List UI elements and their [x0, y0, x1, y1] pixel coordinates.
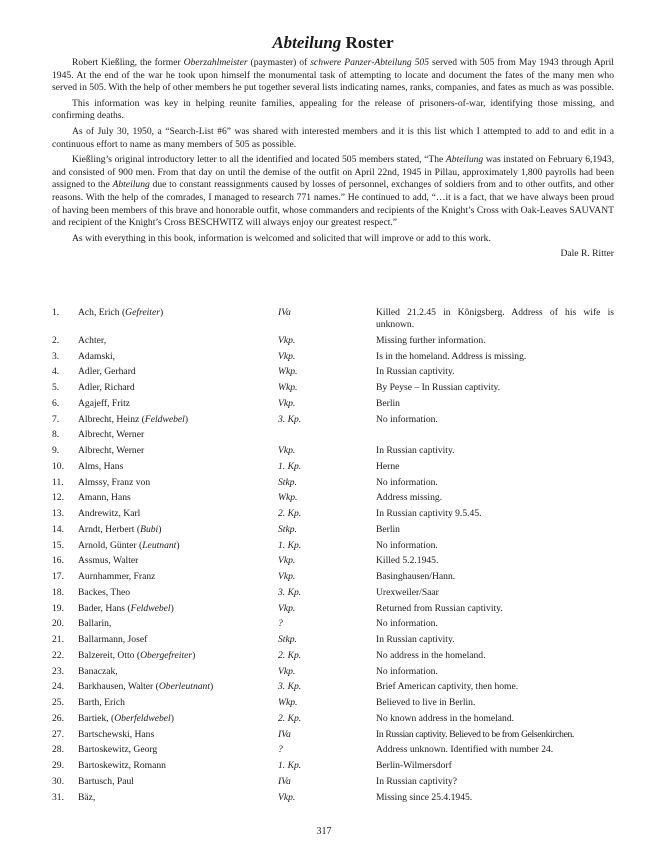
roster-row: [52, 508, 614, 520]
roster-row: [52, 307, 614, 331]
name-run: Feldwebel: [130, 602, 171, 614]
roster-fate: Killed 21.2.45 in Kônigsberg. Address of his wife is unknown.: [376, 307, 614, 331]
text-run: (paymaster) of: [247, 57, 311, 68]
name-run: Oberfeldwebel: [114, 712, 171, 724]
roster-row: [52, 792, 614, 804]
name-run: Gefreiter: [125, 307, 160, 318]
roster-number: 5.: [52, 382, 60, 394]
roster-unit: 3. Kp.: [278, 413, 302, 425]
roster-unit: Stkp.: [278, 523, 297, 535]
roster-name: [78, 681, 273, 693]
name-run: Barkhausen, Walter (: [78, 681, 159, 693]
roster-row: [52, 382, 614, 394]
page-number: 317: [316, 826, 332, 837]
intro-paragraph-1: [52, 57, 614, 95]
name-run: Bäz,: [78, 791, 96, 803]
roster-unit: IVa: [278, 728, 291, 740]
name-run: Arndt, Herbert (: [78, 523, 141, 535]
roster-unit: 2. Kp.: [278, 508, 302, 520]
name-run: Oberleutnant: [158, 681, 211, 693]
roster-row: [52, 366, 614, 378]
roster-unit: Stkp.: [278, 634, 297, 646]
roster-row: [52, 540, 614, 552]
roster-fate: In Russian captivity.: [376, 445, 455, 457]
roster-fate: In Russian captivity?: [376, 775, 457, 787]
roster-name: [78, 760, 273, 772]
roster-row: [52, 477, 614, 489]
text-run: Robert Kießling, the former: [72, 57, 184, 68]
roster-row: [52, 760, 614, 772]
name-run: Bartschewski, Hans: [78, 728, 155, 740]
name-run: Leutnant: [142, 539, 177, 551]
roster-number: 29.: [52, 760, 64, 772]
roster-row: [52, 776, 614, 788]
roster-number: 23.: [52, 665, 64, 677]
roster-fate: No information.: [376, 665, 438, 677]
text-run: As of July 30, 1950, a “Search-List #6” was shared with interested members and it is this list which I attempted to add to and edit in a continuous effort to name as many members of 505 as possible.: [52, 125, 614, 150]
name-run: ): [158, 523, 162, 535]
roster-row: [52, 603, 614, 615]
roster-fate: Basinghausen/Hann.: [376, 571, 456, 583]
name-run: Arnold, Günter (: [78, 539, 143, 551]
roster-unit: IVa: [278, 775, 291, 787]
text-run: Oberzahlmeister: [183, 57, 248, 68]
roster-fate: No information.: [376, 618, 438, 630]
roster-unit: Stkp.: [278, 476, 297, 488]
roster-name: [78, 571, 273, 583]
roster-unit: 3. Kp.: [278, 586, 302, 598]
roster-row: [52, 681, 614, 693]
roster-number: 15.: [52, 539, 64, 551]
roster-row: [52, 461, 614, 473]
name-run: Albrecht, Werner: [78, 429, 145, 441]
name-run: ): [210, 681, 214, 693]
roster-unit: 1. Kp.: [278, 760, 302, 772]
roster-name: [78, 461, 273, 473]
roster-unit: 2. Kp.: [278, 649, 302, 661]
roster-fate: Missing since 25.4.1945.: [376, 791, 473, 803]
roster-number: 12.: [52, 492, 64, 504]
name-run: Feldwebel: [144, 413, 185, 425]
roster-fate: Missing further information.: [376, 334, 486, 346]
roster-name: [78, 587, 273, 599]
roster-row: [52, 492, 614, 504]
roster-unit: Vkp.: [278, 571, 296, 583]
roster-number: 22.: [52, 649, 64, 661]
name-run: ): [170, 602, 174, 614]
roster-name: [78, 603, 273, 615]
roster-fate: No known address in the homeland.: [376, 712, 515, 724]
roster-name: [78, 650, 273, 662]
name-run: Adamski,: [78, 350, 116, 362]
name-run: Aurnhammer, Franz: [78, 571, 156, 583]
roster-row: [52, 634, 614, 646]
name-run: Bartiek, (: [78, 712, 115, 724]
roster-number: 21.: [52, 634, 64, 646]
roster-unit: Vkp.: [278, 791, 296, 803]
text-run: Abteilung: [445, 154, 484, 166]
roster-fate: Brief American captivity, then home.: [376, 681, 519, 693]
roster-fate: Address missing.: [376, 492, 443, 504]
roster-row: [52, 729, 614, 741]
name-run: Almssy, Franz von: [78, 476, 151, 488]
roster-number: 28.: [52, 744, 64, 756]
name-run: Ballarin,: [78, 618, 112, 630]
name-run: Backes, Theo: [78, 586, 131, 598]
roster-name: [78, 335, 273, 347]
roster-number: 30.: [52, 775, 64, 787]
intro-paragraph-3: [52, 126, 614, 151]
roster-unit: Wkp.: [278, 492, 298, 504]
roster-number: 17.: [52, 571, 64, 583]
roster-unit: Vkp.: [278, 350, 296, 362]
roster-number: 26.: [52, 712, 64, 724]
roster-fate: [376, 429, 614, 441]
roster-row: [52, 445, 614, 457]
roster-row: [52, 555, 614, 567]
roster-unit: Vkp.: [278, 445, 296, 457]
roster-number: 13.: [52, 508, 64, 520]
roster-unit: Wkp.: [278, 366, 298, 378]
roster-row: [52, 398, 614, 410]
roster-number: 3.: [52, 350, 60, 362]
roster-row: [52, 351, 614, 363]
roster-fate: Is in the homeland. Address is missing.: [376, 350, 527, 362]
roster-name: [78, 713, 273, 725]
roster-name: [78, 508, 273, 520]
name-run: Agajeff, Fritz: [78, 397, 131, 409]
roster-fate: Berlin: [376, 523, 400, 535]
roster-name: [78, 429, 273, 441]
roster-number: 25.: [52, 697, 64, 709]
roster-number: 20.: [52, 618, 64, 630]
name-run: Assmus, Walter: [78, 555, 139, 567]
roster-row: [52, 697, 614, 709]
roster-row: [52, 571, 614, 583]
text-run: due to constant reassignments caused by losses of personnel, exchanges of soldiers from and to other outfits, and other reasons. With the help of the comrades, I managed to research 771 names.” He continued to add, “…it is a fact, that we have always been proud of having been members of this brave and honorable outfit, whose commanders and recipients of the Knight’s Cross with Oak-Leaves SAUVANT and recipient of the Knight’s Cross BESCHWITZ will always enjoy our greatest respect.”: [52, 179, 614, 229]
roster-name: [78, 744, 273, 756]
introduction: [52, 57, 614, 261]
roster-unit: ?: [278, 618, 283, 630]
roster-unit: Vkp.: [278, 397, 296, 409]
roster-number: 31.: [52, 791, 64, 803]
roster-name: [78, 492, 273, 504]
roster-number: 18.: [52, 586, 64, 598]
roster-unit: Vkp.: [278, 602, 296, 614]
roster-row: [52, 713, 614, 725]
roster-number: 6.: [52, 397, 60, 409]
name-run: Alms, Hans: [78, 460, 124, 472]
roster-row: [52, 666, 614, 678]
name-run: Bartusch, Paul: [78, 775, 134, 787]
roster-fate: Returned from Russian captivity.: [376, 602, 503, 614]
roster-fate: In Russian captivity. Believed to be from Gelsenkirchen.: [376, 728, 574, 740]
name-run: Adler, Richard: [78, 382, 135, 394]
name-run: Adler, Gerhard: [78, 366, 136, 378]
roster-number: 14.: [52, 523, 64, 535]
name-run: ): [159, 307, 164, 318]
name-run: Ballarmann, Josef: [78, 634, 148, 646]
roster-row: [52, 429, 614, 441]
roster-unit: 3. Kp.: [278, 681, 302, 693]
roster-fate: Address unknown. Identified with number 24.: [376, 744, 554, 756]
text-run: served with 505 from May 1943 through April 1945. At the end of the war he took upon himself the monumental task of attempting to locate and document the fates of the many men who served in 505. With the help of other members he put together several lists indicating names, ranks, companies, and fates as much as was possible.: [52, 57, 614, 94]
roster-unit: 1. Kp.: [278, 460, 302, 472]
name-run: Albrecht, Heinz (: [78, 413, 145, 425]
roster-fate: No information.: [376, 476, 438, 488]
roster-name: [78, 414, 273, 426]
intro-paragraph-5: [52, 233, 614, 246]
text-run: Abteilung: [112, 179, 150, 191]
roster-unit: 1. Kp.: [278, 539, 302, 551]
roster-name: [78, 634, 273, 646]
roster-name: [78, 366, 273, 378]
roster-fate: By Peyse – In Russian captivity.: [376, 382, 501, 394]
roster-fate: Herne: [376, 460, 400, 472]
roster-row: [52, 414, 614, 426]
roster-fate: In Russian captivity 9.5.45.: [376, 508, 482, 520]
roster-number: 1.: [52, 307, 60, 318]
roster-name: [78, 524, 273, 536]
roster-unit: IVa: [278, 307, 291, 318]
roster-row: [52, 587, 614, 599]
roster-name: [78, 697, 273, 709]
roster-number: 16.: [52, 555, 64, 567]
roster-fate: In Russian captivity.: [376, 634, 455, 646]
roster-fate: No information.: [376, 413, 438, 425]
name-run: Ach, Erich (: [78, 307, 126, 318]
page-title-italic: Abteilung: [272, 33, 342, 52]
roster-row: [52, 524, 614, 536]
name-run: Obergefreiter: [140, 649, 193, 661]
name-run: ): [176, 539, 180, 551]
roster-name: [78, 540, 273, 552]
intro-paragraph-2: [52, 98, 614, 123]
roster-row: [52, 335, 614, 347]
text-run: schwere Panzer-Abteilung 505: [310, 57, 430, 68]
roster-name: [78, 382, 273, 394]
roster-number: 4.: [52, 366, 60, 378]
roster-name: [78, 666, 273, 678]
roster-name: [78, 776, 273, 788]
name-run: ): [170, 712, 174, 724]
roster-fate: Berlin: [376, 397, 400, 409]
name-run: Albrecht, Werner: [78, 445, 145, 457]
roster-number: 8.: [52, 429, 60, 441]
name-run: Amann, Hans: [78, 492, 131, 504]
text-run: was instated on February 6,1943, and consisted of 900 men. From that day on until the demise of the outfit on April 22nd, 1945 in Pillau, approximately 1,800 payrolls had been assigned to the: [52, 154, 614, 191]
roster-number: 24.: [52, 681, 64, 693]
roster-fate: Urexweiler/Saar: [376, 586, 439, 598]
roster-number: 2.: [52, 334, 60, 346]
name-run: Bartoskewitz, Georg: [78, 744, 158, 756]
roster-name: [78, 792, 273, 804]
text-run: Kießling’s original introductory letter to all the identified and located 505 members stated, “The: [72, 154, 446, 166]
roster-row: [52, 650, 614, 662]
name-run: ): [192, 649, 196, 661]
roster-name: [78, 307, 273, 319]
roster-name: [78, 445, 273, 457]
name-run: Achter,: [78, 334, 107, 346]
roster-number: 7.: [52, 413, 60, 425]
roster-unit: Wkp.: [278, 697, 298, 709]
roster-unit: Vkp.: [278, 555, 296, 567]
roster-unit: 2. Kp.: [278, 712, 302, 724]
roster-name: [78, 618, 273, 630]
name-run: Barth, Erich: [78, 697, 125, 709]
roster-name: [78, 351, 273, 363]
page-title-rest: Roster: [341, 33, 394, 52]
roster-name: [78, 729, 273, 741]
roster-unit: Vkp.: [278, 665, 296, 677]
roster-number: 19.: [52, 602, 64, 614]
roster-row: [52, 618, 614, 630]
roster-fate: In Russian captivity.: [376, 366, 455, 378]
roster-fate: Believed to live in Berlin.: [376, 697, 476, 709]
roster-list: [52, 307, 614, 807]
roster-fate: No information.: [376, 539, 438, 551]
name-run: Bader, Hans (: [78, 602, 131, 614]
name-run: ): [184, 413, 189, 425]
name-run: Bartoskewitz, Romann: [78, 760, 166, 772]
roster-fate: Killed 5.2.1945.: [376, 555, 439, 567]
roster-number: 10.: [52, 460, 64, 472]
name-run: Balzereit, Otto (: [78, 649, 141, 661]
roster-number: 9.: [52, 445, 60, 457]
roster-unit: ?: [278, 744, 283, 756]
signature: Dale R. Ritter: [560, 248, 614, 260]
roster-row: [52, 744, 614, 756]
name-run: Banaczak,: [78, 665, 118, 677]
roster-name: [78, 555, 273, 567]
roster-number: 11.: [52, 476, 64, 488]
roster-fate: Berlin-Wilmersdorf: [376, 760, 452, 772]
page-title: [52, 33, 614, 53]
intro-paragraph-4: [52, 154, 614, 230]
name-run: Bubi: [140, 523, 159, 535]
text-run: This information was key in helping reunite families, appealing for the release of prisoners-of-war, identifying those missing, and confirming deaths.: [52, 97, 614, 122]
roster-fate: No address in the homeland.: [376, 649, 486, 661]
roster-name: [78, 398, 273, 410]
name-run: Andrewitz, Karl: [78, 508, 141, 520]
roster-unit: Wkp.: [278, 382, 298, 394]
text-run: As with everything in this book, information is welcomed and solicited that will improve or add to this work.: [72, 232, 491, 244]
roster-number: 27.: [52, 728, 64, 740]
roster-unit: Vkp.: [278, 334, 296, 346]
roster-name: [78, 477, 273, 489]
